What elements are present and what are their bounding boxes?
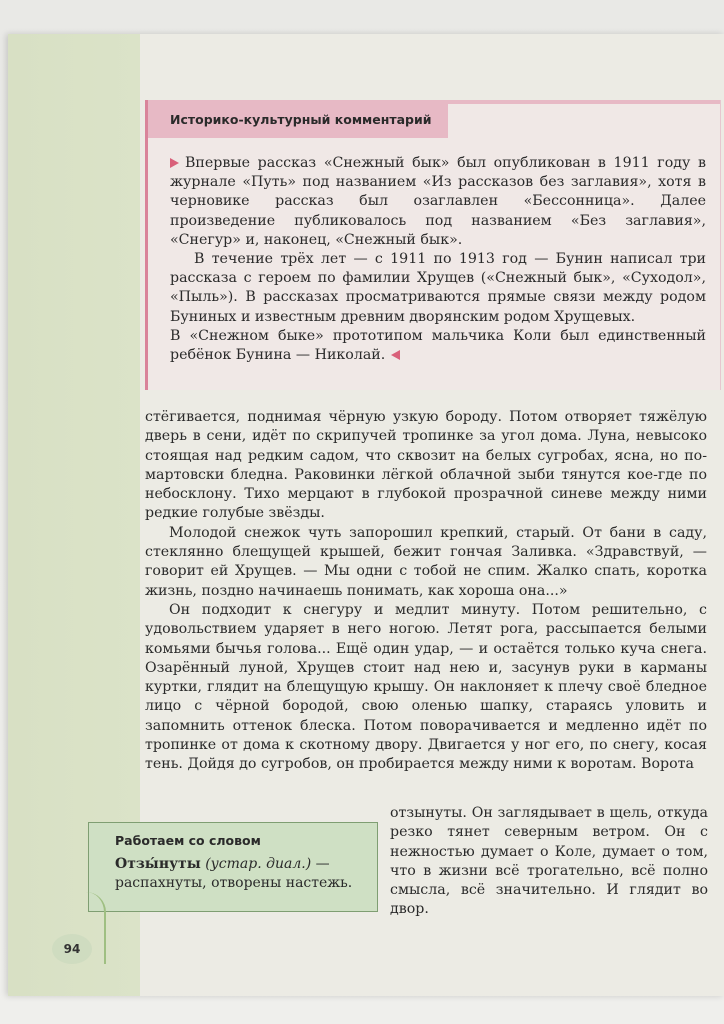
vocabulary-definition: — распахнуты, отворены настежь. (115, 856, 353, 891)
commentary-paragraph: В «Снежном быке» прототипом мальчика Коли был единственный ребёнок Бунина — Николай. (170, 327, 706, 364)
vocabulary-box (88, 822, 378, 912)
commentary-header (148, 100, 448, 138)
end-marker-icon (391, 350, 400, 360)
commentary-text (170, 154, 706, 365)
commentary-header-line (448, 100, 720, 104)
story-continuation (390, 804, 708, 920)
start-marker-icon (170, 158, 179, 168)
vocabulary-term: Отзы́нуты (115, 856, 201, 872)
story-paragraph: Он подходит к снегуру и медлит минуту. Потом решительно, с удовольствием ударяет в него ногою. Летят рога, рассыпается белыми комьями бычья голова... Ещё один удар, — и остаётся только куча снега. Озарённый луной, Хрущев стоит над нею и, засунув руки в карманы куртки, глядит на блещущую крышу. Он наклоняет к плечу своё бледное лицо с чёрной бородой, свою оленью шапку, стараясь уловить и запомнить оттенок блеска. Потом поворачивается и медленно идёт по тропинке от дома к скотному двору. Двигается у ног его, по снегу, косая тень. Дойдя до сугробов, он пробирается между ними к воротам. Ворота (145, 601, 707, 773)
commentary-paragraph: В течение трёх лет — с 1911 по 1913 год — Бунин написал три рассказа с героем по фамилии Хрущев («Снежный бык», «Суходол», «Пыль»). В рассказах просматриваются прямые связи между родом Буниных и известным древним дворянским родом Хрущевых. (170, 251, 706, 325)
historical-commentary-box (145, 100, 721, 390)
vocabulary-title: Работаем со словом (115, 833, 261, 848)
page-number: 94 (52, 934, 92, 964)
vocabulary-note: (устар. диал.) (205, 856, 312, 872)
commentary-title: Историко-культурный комментарий (170, 112, 432, 127)
story-paragraph: отзынуты. Он заглядывает в щель, откуда резко тянет северным ветром. Он с нежностью думает о Коле, думает о том, что в жизни всё трогательно, всё полно смысла, всё значительно. И глядит во двор. (390, 805, 708, 918)
vocabulary-entry (115, 855, 371, 893)
story-paragraph: Молодой снежок чуть запорошил крепкий, старый. От бани в саду, стеклянно блещущей крышей, бежит гончая Заливка. «Здравствуй, — говорит ей Хрущев. — Мы одни с тобой не спим. Жалко спать, коротка жизнь, поздно начинаешь понимать, как хороша она...» (145, 524, 707, 599)
commentary-paragraph: Впервые рассказ «Снежный бык» был опубликован в 1911 году в журнале «Путь» под названием «Из рассказов без заглавия», хотя в черновике рассказ был озаглавлен «Бессонница». Далее произведение публиковалось под названием «Без заглавия», «Снегур» и, наконец, «Снежный бык». (170, 155, 706, 248)
story-text (145, 408, 707, 775)
story-paragraph: стёгивается, поднимая чёрную узкую бороду. Потом отворяет тяжёлую дверь в сени, идёт по скрипучей тропинке за угол дома. Луна, невысоко стоящая над редким садом, что сквозит на белых сугробах, ясна, но по-мартовски бледна. Раковинки лёгкой облачной зыби тянутся кое-где по небосклону. Тихо мерцают в глубокой прозрачной синеве между ними редкие голубые звёзды. (145, 409, 707, 522)
